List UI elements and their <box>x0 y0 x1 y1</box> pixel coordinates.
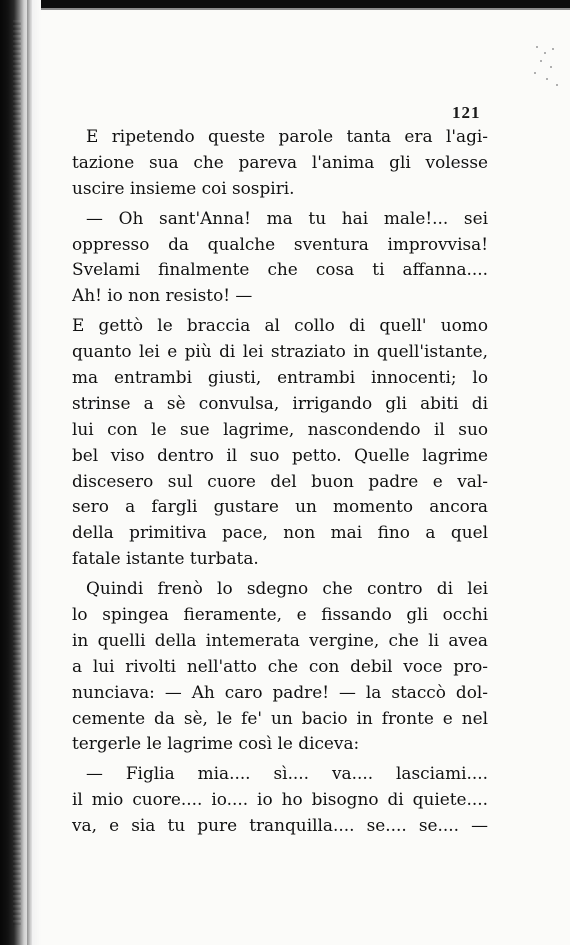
text-line: E gettò le braccia al collo di quell' uomo <box>72 315 488 336</box>
text-line: Ah! io non resisto! — <box>72 285 253 306</box>
text-line: ma entrambi giusti, entrambi innocenti; lo <box>72 367 488 388</box>
body-text <box>72 124 488 839</box>
binding-gutter <box>0 0 41 945</box>
text-line: bel viso dentro il suo petto. Quelle lagrime <box>72 444 488 465</box>
text-line: quanto lei e più di lei straziato in quell'istante, <box>72 341 488 362</box>
paper-speckles <box>530 42 562 98</box>
paragraph <box>72 206 488 310</box>
text-line: — Oh sant'Anna! ma tu hai male!... sei <box>86 207 488 228</box>
text-line: Svelami finalmente che cosa ti affanna.... <box>72 259 488 280</box>
page-number: 121 <box>452 103 481 122</box>
text-line: sero a fargli gustare un momento ancora <box>72 496 488 517</box>
text-line: strinse a sè convulsa, irrigando gli abiti di <box>72 392 488 413</box>
text-line: della primitiva pace, non mai fino a quel <box>72 522 488 543</box>
page-top-edge <box>0 0 570 8</box>
text-line: va, e sia tu pure tranquilla.... se.... se.... — <box>72 815 488 836</box>
text-line: fatale istante turbata. <box>72 548 259 569</box>
text-line: lo spingea fieramente, e fissando gli occhi <box>72 604 488 625</box>
text-line: discesero sul cuore del buon padre e val- <box>72 470 488 491</box>
paragraph <box>72 761 488 839</box>
paragraph <box>72 576 488 757</box>
text-line: Quindi frenò lo sdegno che contro di lei <box>86 578 488 599</box>
text-line: nunciava: — Ah caro padre! — la staccò dol- <box>72 681 488 702</box>
text-line: in quelli della intemerata vergine, che li avea <box>72 629 488 650</box>
text-line: oppresso da qualche sventura improvvisa! <box>72 233 488 254</box>
text-line: E ripetendo queste parole tanta era l'agi- <box>86 126 488 146</box>
text-line: tergerle le lagrime così le diceva: <box>72 733 360 754</box>
text-line: lui con le sue lagrime, nascondendo il suo <box>72 418 488 439</box>
text-line: tazione sua che pareva l'anima gli volesse <box>72 151 488 172</box>
text-line: uscire insieme coi sospiri. <box>72 177 295 198</box>
text-line: il mio cuore.... io.... io ho bisogno di quiete.... <box>72 789 488 810</box>
text-line: a lui rivolti nell'atto che con debil voce pro- <box>72 655 488 676</box>
text-line: — Figlia mia.... sì.... va.... lasciami.... <box>86 763 488 784</box>
paragraph <box>72 313 488 572</box>
paragraph <box>72 124 488 202</box>
text-line: cemente da sè, le fe' un bacio in fronte e nel <box>72 707 488 728</box>
